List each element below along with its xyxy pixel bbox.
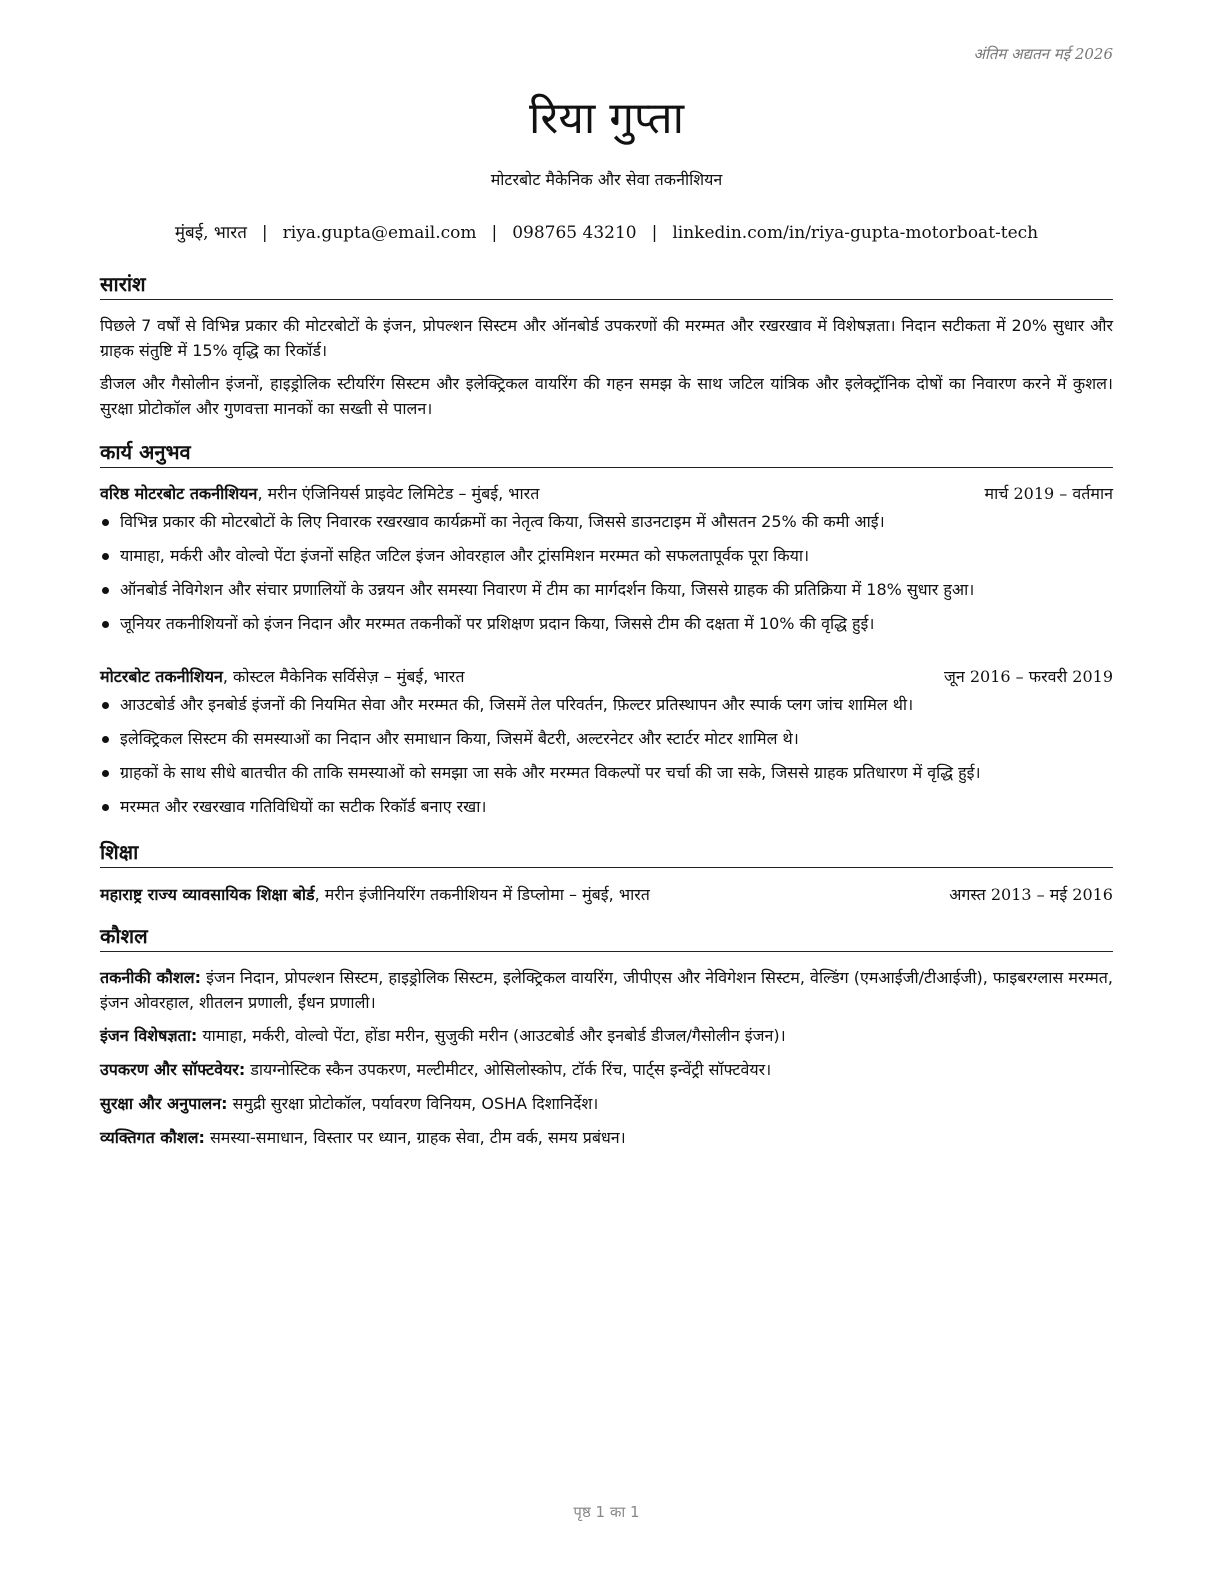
bullet-icon bbox=[102, 519, 109, 526]
job-bullet-text: यामाहा, मर्करी और वोल्वो पेंटा इंजनों सहित जटिल इंजन ओवरहाल और ट्रांसमिशन मरम्मत को सफलतापूर्वक पूरा किया। bbox=[120, 546, 810, 565]
job-role: मोटरबोट तकनीशियन bbox=[100, 667, 223, 686]
job-header bbox=[100, 665, 1113, 687]
job-bullet-list bbox=[100, 695, 1113, 831]
skill-row bbox=[100, 1023, 1113, 1048]
contact-separator: | bbox=[491, 223, 498, 243]
last-updated: अंतिम अद्यतन मई 2026 bbox=[973, 45, 1113, 63]
job-bullet bbox=[100, 797, 1113, 831]
job-bullet-text: ऑनबोर्ड नेविगेशन और संचार प्रणालियों के उन्नयन और समस्या निवारण में टीम का मार्गदर्शन किया, जिससे ग्राहक की प्रतिक्रिया में 18% सुधार हुआ। bbox=[120, 580, 975, 599]
job-bullet-text: जूनियर तकनीशियनों को इंजन निदान और मरम्मत तकनीकों पर प्रशिक्षण प्रदान किया, जिससे टीम की दक्षता में 10% की वृद्धि हुई। bbox=[120, 614, 875, 633]
job-bullet bbox=[100, 580, 1113, 614]
job-bullet-text: विभिन्न प्रकार की मोटरबोटों के लिए निवारक रखरखाव कार्यक्रमों का नेतृत्व किया, जिससे डाउनटाइम में औसतन 25% की कमी आई। bbox=[120, 512, 885, 531]
job-header bbox=[100, 482, 1113, 504]
candidate-tagline: मोटरबोट मैकेनिक और सेवा तकनीशियन bbox=[490, 170, 723, 189]
skill-label: इंजन विशेषज्ञता: bbox=[100, 1026, 198, 1045]
education-entry bbox=[100, 883, 1113, 905]
bullet-icon bbox=[102, 621, 109, 628]
education-detail: , मरीन इंजीनियरिंग तकनीशियन में डिप्लोमा – मुंबई, भारत bbox=[314, 885, 650, 904]
experience-heading: कार्य अनुभव bbox=[100, 438, 1113, 468]
skill-text: डायग्नोस्टिक स्कैन उपकरण, मल्टीमीटर, ओसिलोस्कोप, टॉर्क रिंच, पार्ट्स इन्वेंट्री सॉफ्टवेयर। bbox=[245, 1060, 772, 1079]
education-heading: शिक्षा bbox=[100, 838, 1113, 868]
bullet-icon bbox=[102, 736, 109, 743]
education-dates: अगस्त 2013 – मई 2016 bbox=[949, 885, 1113, 904]
job-bullet-list bbox=[100, 512, 1113, 648]
job-role: वरिष्ठ मोटरबोट तकनीशियन bbox=[100, 484, 258, 503]
skill-row bbox=[100, 1057, 1113, 1082]
job-title-line bbox=[100, 482, 539, 504]
skill-label: व्यक्तिगत कौशल: bbox=[100, 1128, 205, 1147]
job-bullet bbox=[100, 763, 1113, 797]
skill-label: सुरक्षा और अनुपालन: bbox=[100, 1094, 228, 1113]
contact-email[interactable]: riya.gupta@email.com bbox=[282, 223, 477, 243]
skill-text: इंजन निदान, प्रोपल्शन सिस्टम, हाइड्रोलिक सिस्टम, इलेक्ट्रिकल वायरिंग, जीपीएस और नेविगेशन सिस्टम, वेल्डिंग (एमआईजी/टीआईजी), फाइबरग्लास मरम्मत, इंजन ओवरहाल, शीतलन प्रणाली, ईंधन प्रणाली। bbox=[100, 968, 1114, 1012]
job-title-line bbox=[100, 665, 464, 687]
job-dates: जून 2016 – फरवरी 2019 bbox=[944, 667, 1113, 686]
education-institution: महाराष्ट्र राज्य व्यावसायिक शिक्षा बोर्ड bbox=[100, 885, 315, 904]
candidate-name: रिया गुप्ता bbox=[528, 93, 685, 144]
job-bullet bbox=[100, 729, 1113, 763]
contact-linkedin[interactable]: linkedin.com/in/riya-gupta-motorboat-tech bbox=[672, 223, 1039, 243]
bullet-icon bbox=[102, 702, 109, 709]
bullet-icon bbox=[102, 804, 109, 811]
bullet-icon bbox=[102, 553, 109, 560]
contact-line bbox=[100, 220, 1113, 243]
resume-page bbox=[100, 0, 1113, 1584]
job-bullet-text: आउटबोर्ड और इनबोर्ड इंजनों की नियमित सेवा और मरम्मत की, जिसमें तेल परिवर्तन, फ़िल्टर प्रतिस्थापन और स्पार्क प्लग जांच शामिल थी। bbox=[120, 695, 914, 714]
summary-paragraph-2: डीजल और गैसोलीन इंजनों, हाइड्रोलिक स्टीयरिंग सिस्टम और इलेक्ट्रिकल वायरिंग की गहन समझ के साथ जटिल यांत्रिक और इलेक्ट्रॉनिक दोषों का निवारण करने में कुशल। सुरक्षा प्रोटोकॉल और गुणवत्ता मानकों का सख्ती से पालन। bbox=[100, 374, 1113, 418]
bullet-icon bbox=[102, 770, 109, 777]
skill-label: तकनीकी कौशल: bbox=[100, 968, 202, 987]
skill-text: समुद्री सुरक्षा प्रोटोकॉल, पर्यावरण विनियम, OSHA दिशानिर्देश। bbox=[227, 1094, 599, 1113]
contact-phone: 098765 43210 bbox=[512, 223, 637, 243]
job-bullet bbox=[100, 614, 1113, 648]
job-bullet bbox=[100, 546, 1113, 580]
skill-text: यामाहा, मर्करी, वोल्वो पेंटा, होंडा मरीन, सुजुकी मरीन (आउटबोर्ड और इनबोर्ड डीजल/गैसोलीन इंजन)। bbox=[197, 1026, 786, 1045]
skill-row bbox=[100, 1091, 1113, 1116]
job-org: , कोस्टल मैकेनिक सर्विसेज़ – मुंबई, भारत bbox=[222, 667, 465, 686]
contact-separator: | bbox=[651, 223, 658, 243]
job-dates: मार्च 2019 – वर्तमान bbox=[984, 484, 1113, 503]
skill-label: उपकरण और सॉफ्टवेयर: bbox=[100, 1060, 246, 1079]
summary-heading: सारांश bbox=[100, 270, 1113, 300]
job-bullet-text: मरम्मत और रखरखाव गतिविधियों का सटीक रिकॉर्ड बनाए रखा। bbox=[120, 797, 487, 816]
job-bullet-text: इलेक्ट्रिकल सिस्टम की समस्याओं का निदान और समाधान किया, जिसमें बैटरी, अल्टरनेटर और स्टार्टर मोटर शामिल थे। bbox=[120, 729, 799, 748]
education-title-line bbox=[100, 883, 650, 905]
skill-row bbox=[100, 965, 1113, 1015]
job-bullet bbox=[100, 695, 1113, 729]
skill-text: समस्या-समाधान, विस्तार पर ध्यान, ग्राहक सेवा, टीम वर्क, समय प्रबंधन। bbox=[204, 1128, 626, 1147]
summary-paragraph-1: पिछले 7 वर्षों से विभिन्न प्रकार की मोटरबोटों के इंजन, प्रोपल्शन सिस्टम और ऑनबोर्ड उपकरणों की मरम्मत और रखरखाव में विशेषज्ञता। निदान सटीकता में 20% सुधार और ग्राहक संतुष्टि में 15% वृद्धि का रिकॉर्ड। bbox=[100, 316, 1113, 360]
skills-heading: कौशल bbox=[100, 922, 1113, 952]
job-bullet bbox=[100, 512, 1113, 546]
bullet-icon bbox=[102, 587, 109, 594]
skill-row bbox=[100, 1125, 1113, 1150]
contact-location: मुंबई, भारत bbox=[174, 223, 247, 243]
page-number: पृष्ठ 1 का 1 bbox=[573, 1503, 640, 1521]
job-org: , मरीन एंजिनियर्स प्राइवेट लिमिटेड – मुंबई, भारत bbox=[257, 484, 540, 503]
job-bullet-text: ग्राहकों के साथ सीधे बातचीत की ताकि समस्याओं को समझा जा सके और मरम्मत विकल्पों पर चर्चा की जा सके, जिससे ग्राहक प्रतिधारण में वृद्धि हुई। bbox=[120, 763, 981, 782]
contact-separator: | bbox=[261, 223, 268, 243]
